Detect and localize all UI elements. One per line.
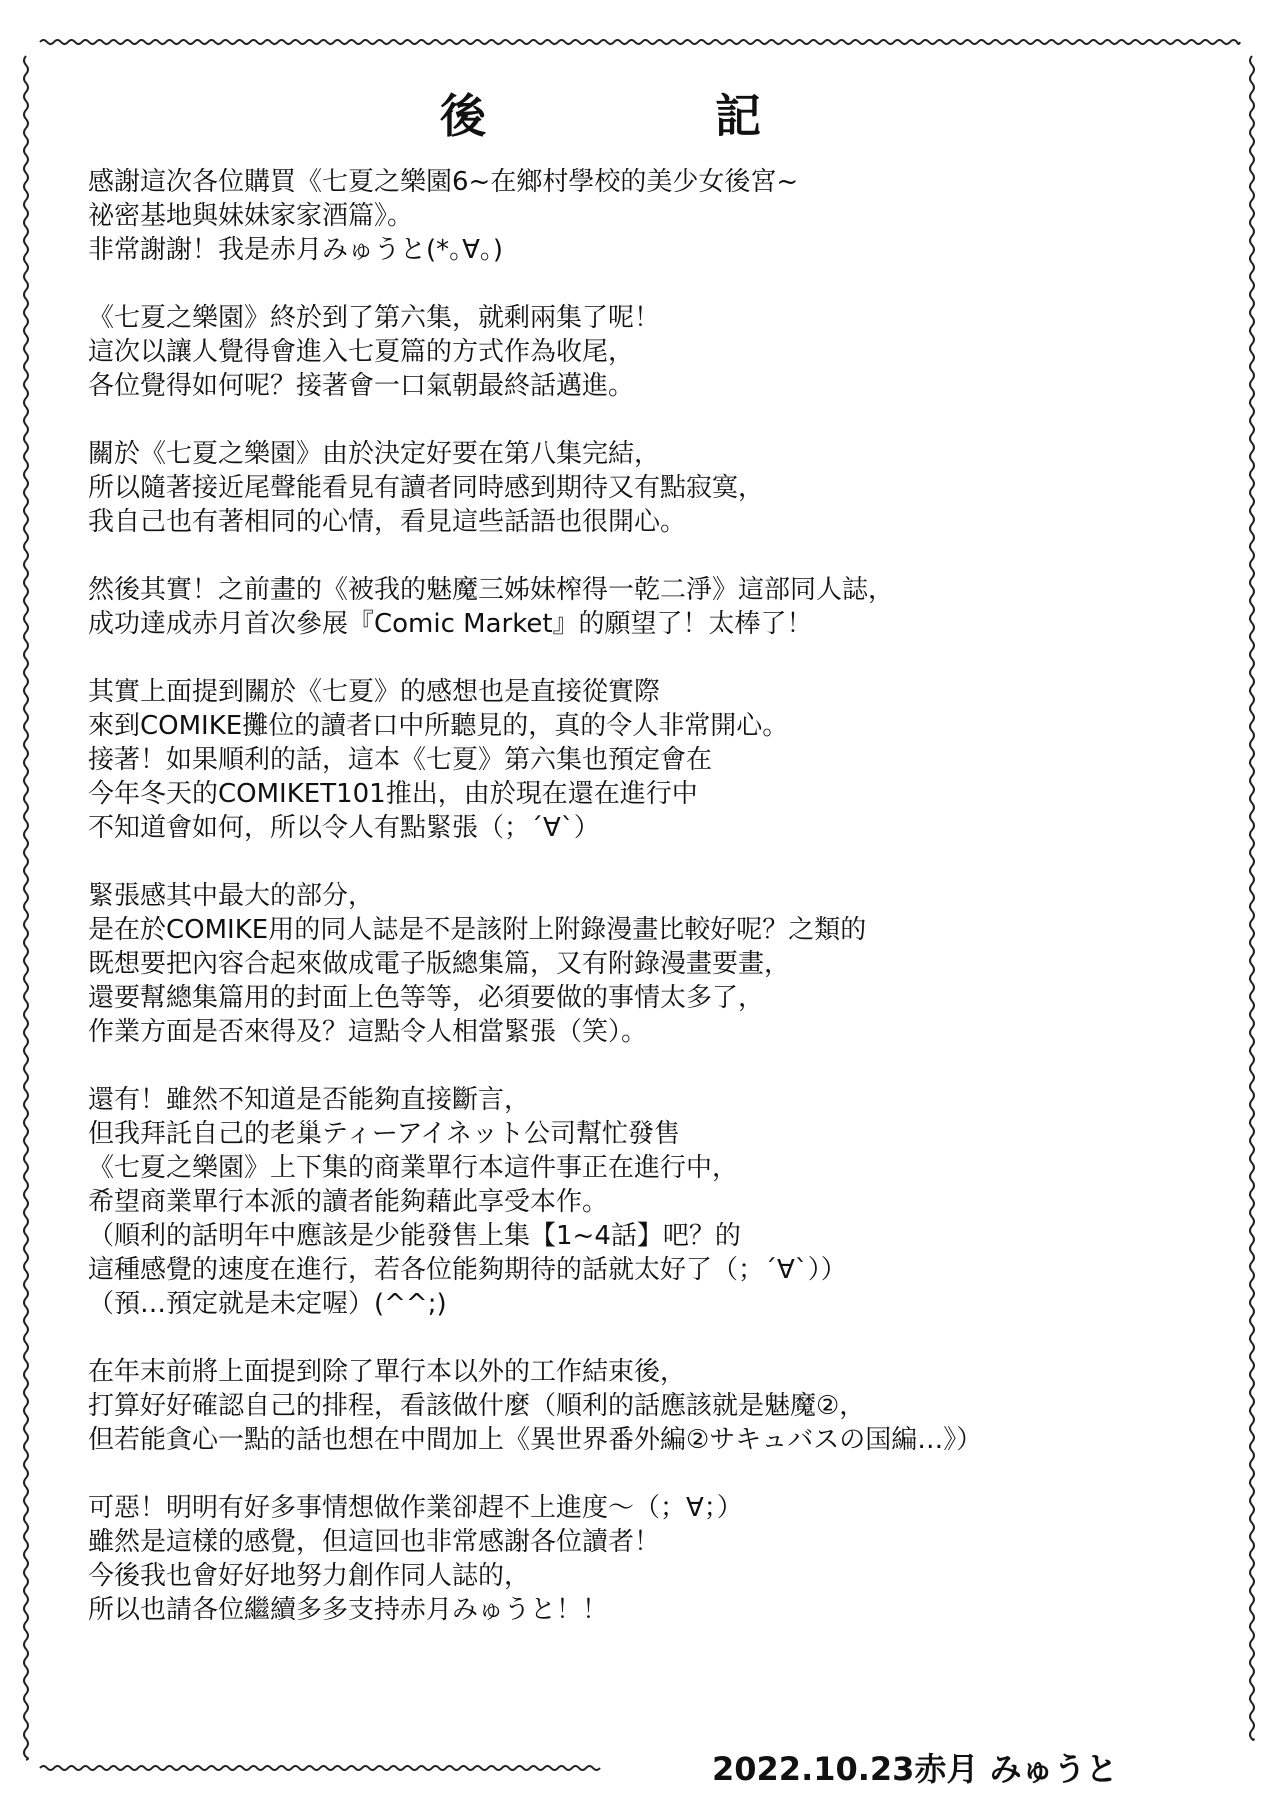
text-line: 但若能貪心一點的話也想在中間加上《異世界番外編②サキュバスの国編…》） — [88, 1425, 983, 1455]
text-line: 但我拜託自己的老巢ティーアイネット公司幫忙發售 — [88, 1119, 681, 1149]
title-char-2: 記 — [715, 89, 763, 143]
text-line: 《七夏之樂園》終於到了第六集，就剩兩集了呢！ — [88, 303, 661, 333]
text-line: 《七夏之樂園》上下集的商業單行本這件事正在進行中， — [88, 1153, 739, 1183]
text-line: 還有！雖然不知道是否能夠直接斷言， — [88, 1085, 531, 1115]
text-line: 來到COMIKE攤位的讀者口中所聽見的，真的令人非常開心。 — [88, 711, 789, 741]
paragraph — [88, 1355, 1208, 1457]
text-line: 不知道會如何，所以令人有點緊張（；´∀`） — [88, 813, 600, 843]
text-line: 打算好好確認自己的排程，看該做什麼（順利的話應該就是魅魔②， — [88, 1391, 866, 1421]
text-line: 所以也請各位繼續多多支持赤月みゅうと！！ — [88, 1595, 609, 1625]
text-line: 這次以讓人覺得會進入七夏篇的方式作為收尾， — [88, 337, 635, 367]
paragraph — [88, 165, 1208, 267]
text-line: 在年末前將上面提到除了單行本以外的工作結束後， — [88, 1357, 687, 1387]
text-line: 是在於COMIKE用的同人誌是不是該附上附錄漫畫比較好呢？之類的 — [88, 915, 867, 945]
title-char-1: 後 — [440, 89, 488, 143]
text-line: 接著！如果順利的話，這本《七夏》第六集也預定會在 — [88, 745, 713, 775]
paragraph — [88, 437, 1208, 539]
paragraph — [88, 1083, 1208, 1321]
text-line: 希望商業單行本派的讀者能夠藉此享受本作。 — [88, 1187, 609, 1217]
text-line: 感謝這次各位購買《七夏之樂園6~在鄉村學校的美少女後宮~ — [88, 167, 799, 197]
text-line: 成功達成赤月首次參展『Comic Market』的願望了！太棒了！ — [88, 609, 813, 639]
text-line: 非常謝謝！我是赤月みゅうと(*｡∀｡) — [88, 235, 504, 265]
text-line: （預…預定就是未定喔）(^^;) — [88, 1289, 447, 1319]
paragraph — [88, 573, 1208, 641]
text-line: 今年冬天的COMIKET101推出，由於現在還在進行中 — [88, 779, 698, 809]
text-line: 作業方面是否來得及？這點令人相當緊張（笑）。 — [88, 1017, 648, 1047]
paragraph — [88, 1491, 1208, 1627]
text-line: 其實上面提到關於《七夏》的感想也是直接從實際 — [88, 677, 661, 707]
text-line: 雖然是這樣的感覺，但這回也非常感謝各位讀者！ — [88, 1527, 661, 1557]
afterword-body — [88, 165, 1208, 1661]
text-line: 緊張感其中最大的部分， — [88, 881, 375, 911]
text-line: 這種感覺的速度在進行，若各位能夠期待的話就太好了（；´∀`）） — [88, 1255, 847, 1285]
text-line: 今後我也會好好地努力創作同人誌的， — [88, 1561, 531, 1591]
paragraph — [88, 301, 1208, 403]
text-line: 關於《七夏之樂園》由於決定好要在第八集完結， — [88, 439, 661, 469]
text-line: 然後其實！之前畫的《被我的魅魔三姊妹榨得一乾二淨》這部同人誌， — [88, 575, 895, 605]
signature-date-author: 2022.10.23赤月 みゅうと — [712, 1750, 1118, 1788]
text-line: 各位覺得如何呢？接著會一口氣朝最終話邁進。 — [88, 371, 635, 401]
text-line: 所以隨著接近尾聲能看見有讀者同時感到期待又有點寂寞， — [88, 473, 765, 503]
paragraph — [88, 675, 1208, 845]
text-line: 既想要把內容合起來做成電子版總集篇，又有附錄漫畫要畫， — [88, 949, 791, 979]
text-line: 祕密基地與妹妹家家酒篇》。 — [88, 201, 414, 231]
text-line: 我自己也有著相同的心情，看見這些話語也很開心。 — [88, 507, 687, 537]
text-line: 還要幫總集篇用的封面上色等等，必須要做的事情太多了， — [88, 983, 765, 1013]
paragraph — [88, 879, 1208, 1049]
text-line: （順利的話明年中應該是少能發售上集【1~4話】吧？的 — [88, 1221, 741, 1251]
text-line: 可惡！明明有好多事情想做作業卻趕不上進度～（；∀；） — [88, 1493, 743, 1523]
